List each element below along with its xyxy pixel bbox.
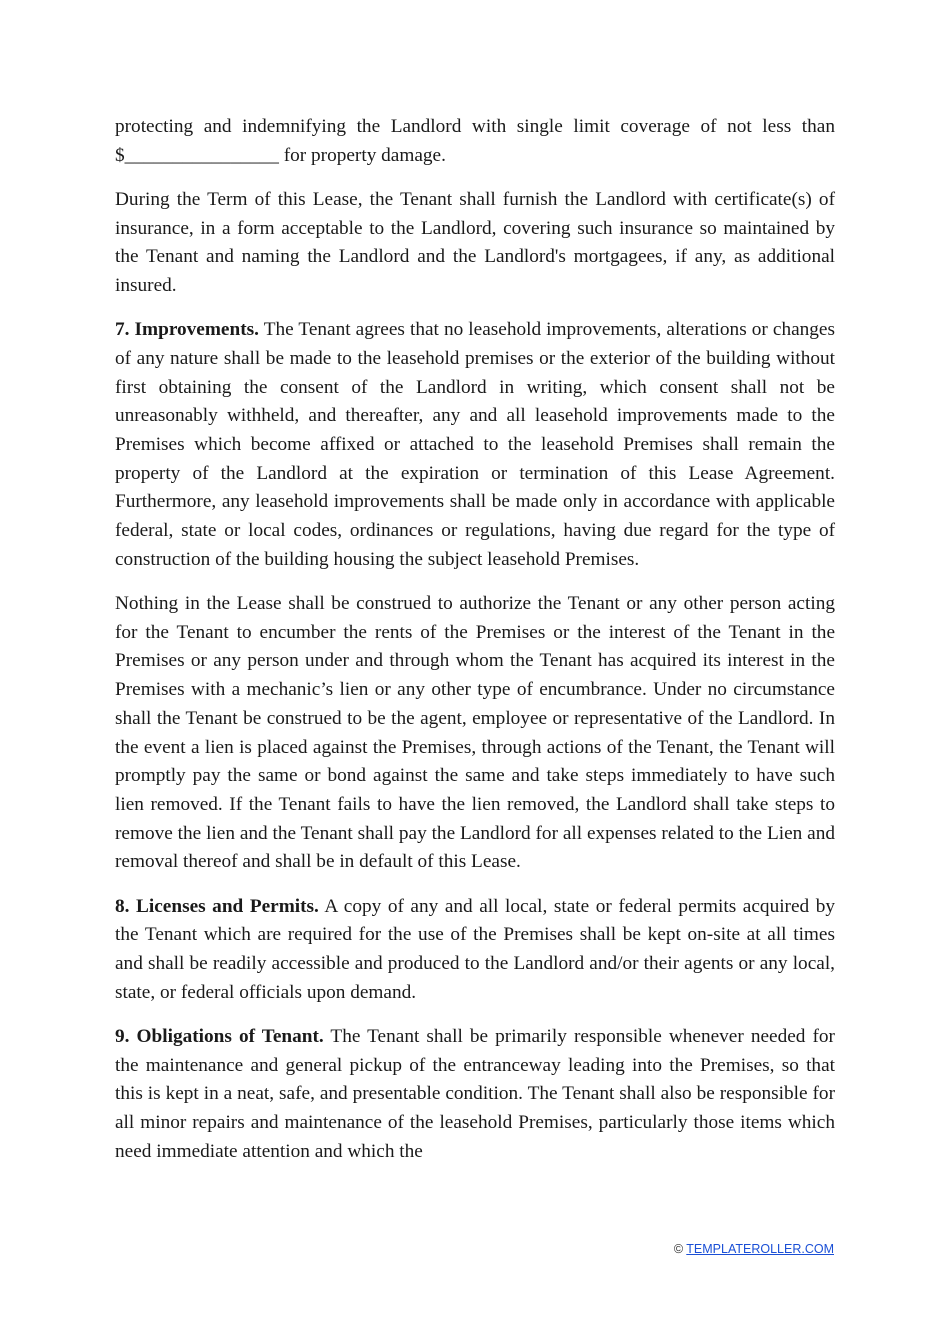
- paragraph-obligations-tenant: [115, 1023, 835, 1167]
- paragraph-liens: [115, 590, 835, 877]
- paragraph-text: During the Term of this Lease, the Tenant shall furnish the Landlord with certificate(s) of insurance, in a form acceptable to the Landlord, covering such insurance so maintained by the Tenant and naming the Landlord and the Landlord's mortgagees, if any, as additional insured.: [115, 188, 835, 297]
- page-footer: [674, 1242, 834, 1256]
- paragraph-insurance-certificates: [115, 186, 835, 301]
- section-heading-improvements: 7. Improvements.: [115, 319, 259, 341]
- copyright-icon: ©: [673, 1242, 684, 1256]
- paragraph-improvements: [115, 316, 835, 574]
- paragraph-licenses-permits: [115, 893, 835, 1008]
- paragraph-text: The Tenant agrees that no leasehold improvements, alterations or changes of any nature shall be made to the leasehold premises or the exterior of the building without first obtaining the consent of the Landlord in writing, which consent shall not be unreasonably withheld, and thereafter, any and all leasehold improvements made to the Premises which become affixed or attached to the leasehold Premises shall remain the property of the Landlord at the expiration or termination of this Lease Agreement. Furthermore, any leasehold improvements shall be made only in accordance with applicable federal, state or local codes, ordinances or regulations, having due regard for the type of construction of the building housing the subject leasehold Premises.: [115, 319, 835, 570]
- section-heading-licenses-permits: 8. Licenses and Permits.: [115, 895, 319, 917]
- document-body: [115, 113, 835, 1166]
- section-heading-obligations-tenant: 9. Obligations of Tenant.: [115, 1025, 324, 1047]
- paragraph-text: protecting and indemnifying the Landlord with single limit coverage of not less than $________________ for property damage.: [115, 116, 835, 166]
- templateroller-link[interactable]: TEMPLATEROLLER.COM: [686, 1242, 834, 1256]
- paragraph-text: A copy of any and all local, state or federal permits acquired by the Tenant which are required for the use of the Premises shall be kept on-site at all times and shall be readily accessible and produced to the Landlord and/or their agents or any local, state, or federal officials upon demand.: [115, 895, 836, 1003]
- paragraph-text: Nothing in the Lease shall be construed to authorize the Tenant or any other person acting for the Tenant to encumber the rents of the Premises or the interest of the Tenant in the Premises or any person under and through whom the Tenant has acquired its interest in the Premises with a mechanic’s lien or any other type of encumbrance. Under no circumstance shall the Tenant be construed to be the agent, employee or representative of the Landlord. In the event a lien is placed against the Premises, through actions of the Tenant, the Tenant will promptly pay the same or bond against the same and take steps immediately to have such lien removed. If the Tenant fails to have the lien removed, the Landlord shall take steps to remove the lien and the Tenant shall pay the Landlord for all expenses related to the Lien and removal thereof and shall be in default of this Lease.: [115, 593, 835, 873]
- paragraph-insurance-coverage: [115, 113, 835, 170]
- paragraph-text: The Tenant shall be primarily responsible whenever needed for the maintenance and general pickup of the entranceway leading into the Premises, so that this is kept in a neat, safe, and presentable condition. The Tenant shall also be responsible for all minor repairs and maintenance of the leasehold Premises, particularly those items which need immediate attention and which the: [115, 1025, 835, 1162]
